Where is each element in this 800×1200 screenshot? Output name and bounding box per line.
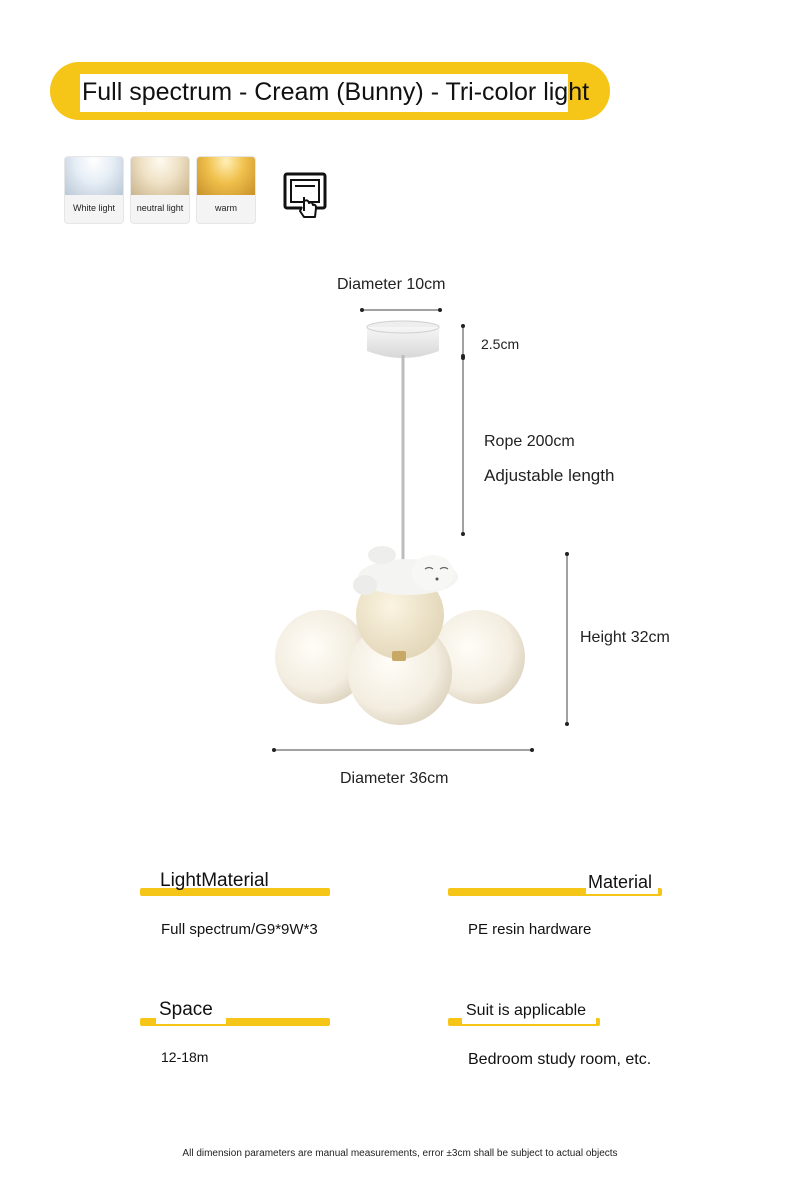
height-label: Height 32cm: [580, 629, 670, 646]
height-line: [560, 550, 574, 730]
spec-material-value: PE resin hardware: [468, 921, 592, 938]
measurement-footnote: All dimension parameters are manual measurements, error ±3cm shall be subject to actual objects: [182, 1148, 618, 1159]
spec-light-value: Full spectrum/G9*9W*3: [161, 921, 318, 938]
wall-switch-icon: [282, 171, 328, 221]
diameter-bottom-label: Diameter 36cm: [340, 770, 449, 787]
spec-material-heading: Material: [588, 872, 653, 892]
product-title: Full spectrum - Cream (Bunny) - Tri-color light: [82, 78, 590, 106]
rope-label: Rope 200cm: [484, 433, 575, 450]
diameter-bottom-line: [270, 744, 536, 756]
diameter-top-label: Diameter 10cm: [337, 276, 446, 293]
spec-space-heading: Space: [159, 999, 213, 1020]
swatch-label: neutral light: [136, 203, 184, 213]
spec-suit-heading: Suit is applicable: [466, 1002, 587, 1019]
spec-suit-value: Bedroom study room, etc.: [468, 1051, 652, 1068]
swatch-neutral-light: [130, 156, 190, 224]
swatch-label: White light: [72, 203, 116, 213]
swatch-warm-light: [196, 156, 256, 224]
spec-light-heading: LightMaterial: [160, 870, 269, 891]
swatch-white-light: [64, 156, 124, 224]
canopy-height-label: 2.5cm: [481, 336, 520, 352]
adjustable-label: Adjustable length: [484, 466, 615, 485]
swatch-label: warm: [215, 203, 237, 213]
pendant-lamp-image: [260, 315, 540, 735]
spec-space-value: 12-18m: [161, 1049, 209, 1065]
